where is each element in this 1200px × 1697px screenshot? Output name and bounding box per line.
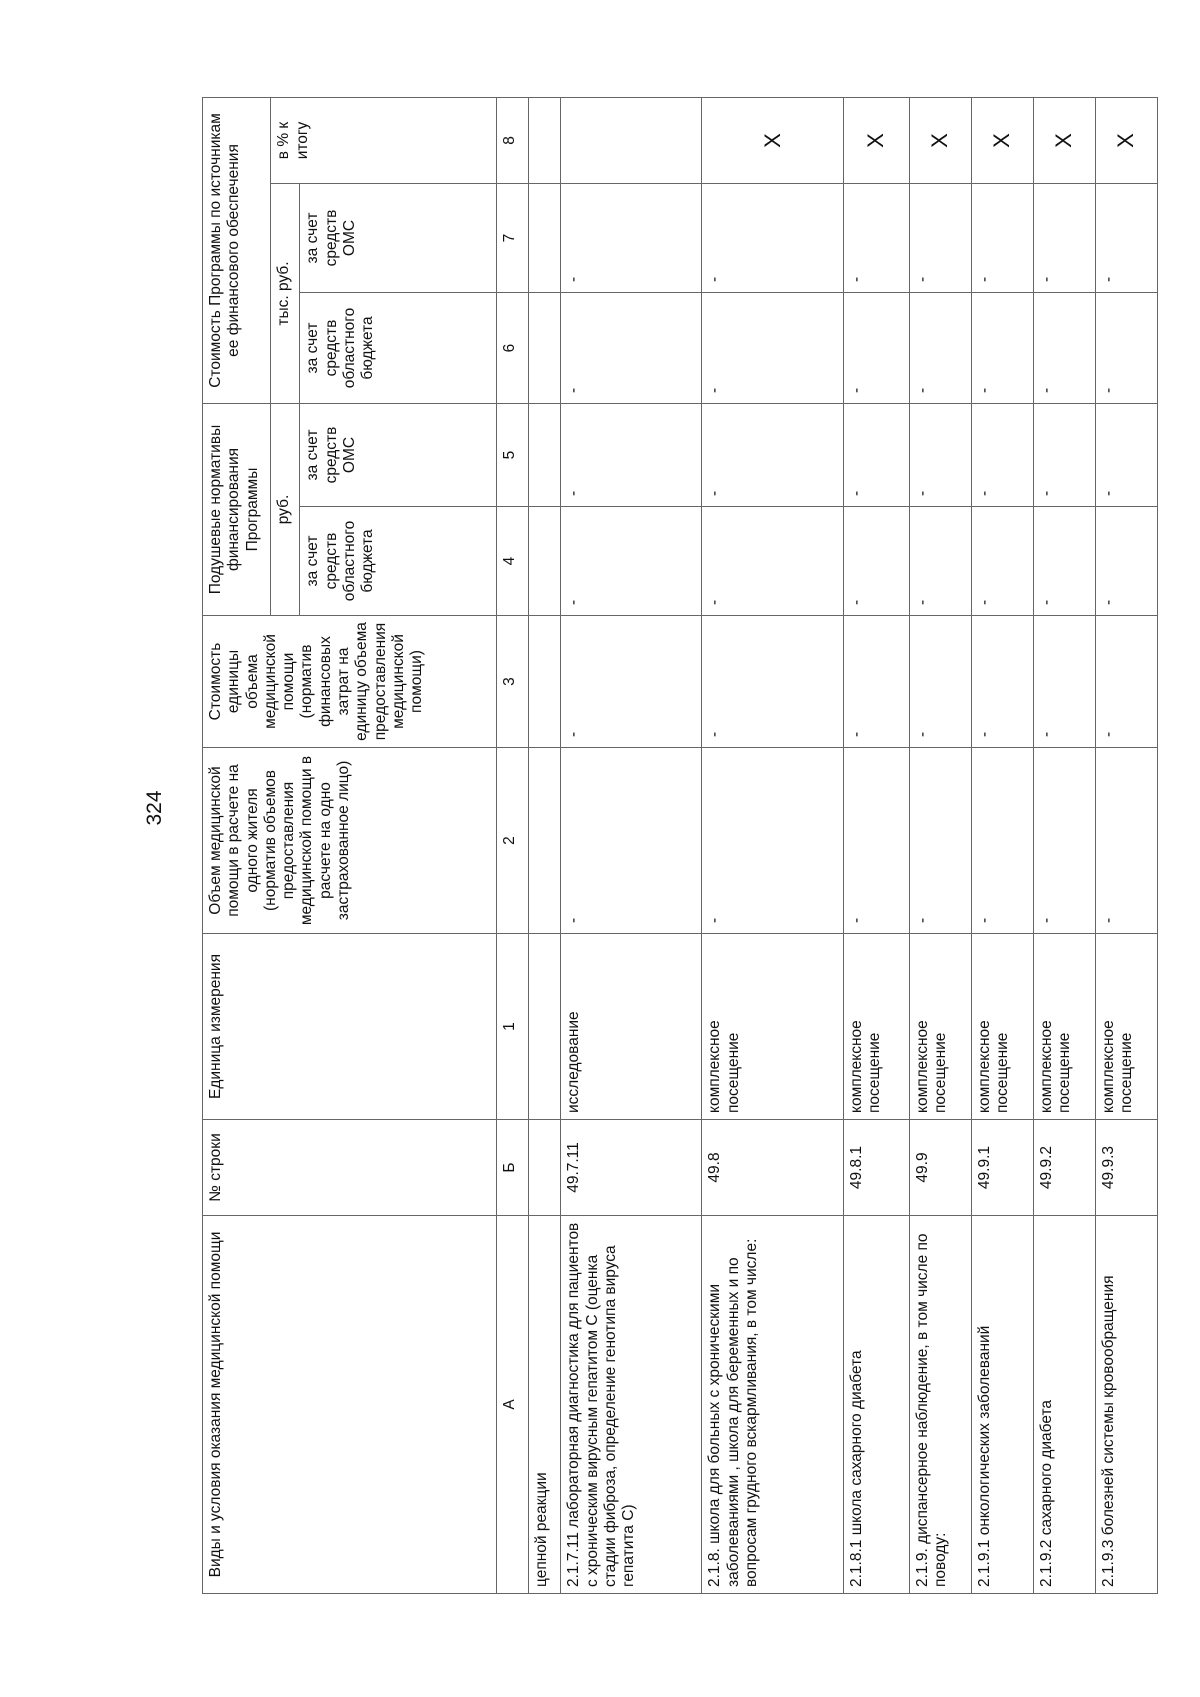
row-line-number: 49.9 (909, 1120, 971, 1216)
row-unit-cost: - (1095, 616, 1157, 748)
header-volume: Объем медицинской помощи в расчете на одного жителя (норматив объемов предоставления медицинской помощи в расчете на одно застрахованное лицо) (203, 748, 497, 934)
row-col8: X (1033, 97, 1095, 183)
row-col6: - (1095, 293, 1157, 404)
row-col4: - (909, 507, 971, 616)
index-cell: 2 (497, 748, 529, 934)
table-row (702, 97, 843, 1593)
row-unit: исследование (561, 934, 702, 1120)
row-col8: X (843, 97, 909, 183)
row-col5: - (1033, 404, 1095, 507)
page-number: 324 (143, 790, 166, 826)
header-col4-regional-budget: за счет средств областного бюджета (300, 507, 497, 616)
table-row (971, 97, 1033, 1593)
index-cell: 6 (497, 293, 529, 404)
row-col7: - (561, 184, 702, 293)
table-row (909, 97, 971, 1593)
row-col7: - (1033, 184, 1095, 293)
row-unit-cost: - (702, 616, 843, 748)
row-name: 2.1.9. диспансерное наблюдение, в том числе по поводу: (909, 1216, 971, 1594)
index-cell: 3 (497, 616, 529, 748)
row-unit: комплексное посещение (971, 934, 1033, 1120)
row-unit-cost: - (971, 616, 1033, 748)
financing-table (202, 97, 1158, 1594)
row-col8: X (909, 97, 971, 183)
row-col7: - (702, 184, 843, 293)
row-unit: комплексное посещение (1095, 934, 1157, 1120)
index-row (497, 97, 529, 1593)
row-col7: - (909, 184, 971, 293)
header-thousand-rub: тыс. руб. (271, 184, 300, 404)
row-col8 (561, 97, 702, 183)
header-col5-oms: за счет средств ОМС (300, 404, 497, 507)
row-unit-cost: - (561, 616, 702, 748)
header-program-cost-group: Стоимость Программы по источникам ее финансового обеспечения (203, 97, 271, 403)
table-row (843, 97, 909, 1593)
row-col5: - (909, 404, 971, 507)
row-unit: комплексное посещение (702, 934, 843, 1120)
header-line-number: № строки (203, 1120, 497, 1216)
row-unit: комплексное посещение (909, 934, 971, 1120)
index-cell: 5 (497, 404, 529, 507)
row-volume: - (561, 748, 702, 934)
row-col8: X (702, 97, 843, 183)
row-col8: X (1095, 97, 1157, 183)
row-volume: - (1095, 748, 1157, 934)
row-unit-cost: - (843, 616, 909, 748)
index-cell: Б (497, 1120, 529, 1216)
row-col5: - (561, 404, 702, 507)
row-col7: - (843, 184, 909, 293)
index-cell: 7 (497, 184, 529, 293)
index-cell: 8 (497, 97, 529, 183)
row-col7: - (971, 184, 1033, 293)
row-unit: комплексное посещение (1033, 934, 1095, 1120)
row-col5: - (843, 404, 909, 507)
row-col8: X (971, 97, 1033, 183)
row-name: 2.1.9.2 сахарного диабета (1033, 1216, 1095, 1594)
row-col4: - (1033, 507, 1095, 616)
row-line-number: 49.9.2 (1033, 1120, 1095, 1216)
row-col7: - (1095, 184, 1157, 293)
row-name: 2.1.8. школа для больных с хроническими заболеваниями , школа для беременных и по вопросам грудного вскармливания, в том числе: (702, 1216, 843, 1594)
row-volume: - (1033, 748, 1095, 934)
header-col7-oms: за счет средств ОМС (300, 184, 497, 293)
row-volume: - (702, 748, 843, 934)
row-col6: - (1033, 293, 1095, 404)
row-line-number: 49.7.11 (561, 1120, 702, 1216)
row-col5: - (1095, 404, 1157, 507)
header-rub: руб. (271, 404, 300, 616)
row-col6: - (843, 293, 909, 404)
row-volume: - (971, 748, 1033, 934)
row-col6: - (702, 293, 843, 404)
row-name: 2.1.8.1 школа сахарного диабета (843, 1216, 909, 1594)
row-col4: - (1095, 507, 1157, 616)
row-col4: - (971, 507, 1033, 616)
row-col4: - (843, 507, 909, 616)
row-unit-cost: - (909, 616, 971, 748)
row-col4: - (702, 507, 843, 616)
header-types-of-care: Виды и условия оказания медицинской помощи (203, 1216, 497, 1594)
row-col5: - (702, 404, 843, 507)
header-unit-cost: Стоимость единицы объема медицинской помощи (норматив финансовых затрат на единицу объема предоставления медицинской помощи) (203, 616, 497, 748)
rotated-table-container (202, 98, 1158, 1594)
row-line-number: 49.8 (702, 1120, 843, 1216)
row-volume: - (909, 748, 971, 934)
row-name: 2.1.7.11 лабораторная диагностика для пациентов с хроническим вирусным гепатитом С (оценка стадии фиброза, определение генотипа вируса гепатита С) (561, 1216, 702, 1594)
row-line-number: 49.9.3 (1095, 1120, 1157, 1216)
index-cell: 1 (497, 934, 529, 1120)
index-cell: А (497, 1216, 529, 1594)
continuation-text: цепной реакции (529, 1216, 561, 1594)
row-col6: - (971, 293, 1033, 404)
header-per-capita-group: Подушевые нормативы финансирования Программы (203, 404, 271, 616)
row-col6: - (561, 293, 702, 404)
table-row (1033, 97, 1095, 1593)
row-unit: комплексное посещение (843, 934, 909, 1120)
continuation-row (529, 97, 561, 1593)
row-line-number: 49.9.1 (971, 1120, 1033, 1216)
header-col6-regional-budget: за счет средств областного бюджета (300, 293, 497, 404)
header-percent-of-total: в % к итогу (271, 97, 497, 183)
table-row (1095, 97, 1157, 1593)
row-col6: - (909, 293, 971, 404)
row-unit-cost: - (1033, 616, 1095, 748)
row-volume: - (843, 748, 909, 934)
row-name: 2.1.9.1 онкологических заболеваний (971, 1216, 1033, 1594)
index-cell: 4 (497, 507, 529, 616)
header-unit: Единица измерения (203, 934, 497, 1120)
table-row (561, 97, 702, 1593)
row-col4: - (561, 507, 702, 616)
row-name: 2.1.9.3 болезней системы кровообращения (1095, 1216, 1157, 1594)
row-col5: - (971, 404, 1033, 507)
header-row-1 (203, 97, 271, 1593)
row-line-number: 49.8.1 (843, 1120, 909, 1216)
